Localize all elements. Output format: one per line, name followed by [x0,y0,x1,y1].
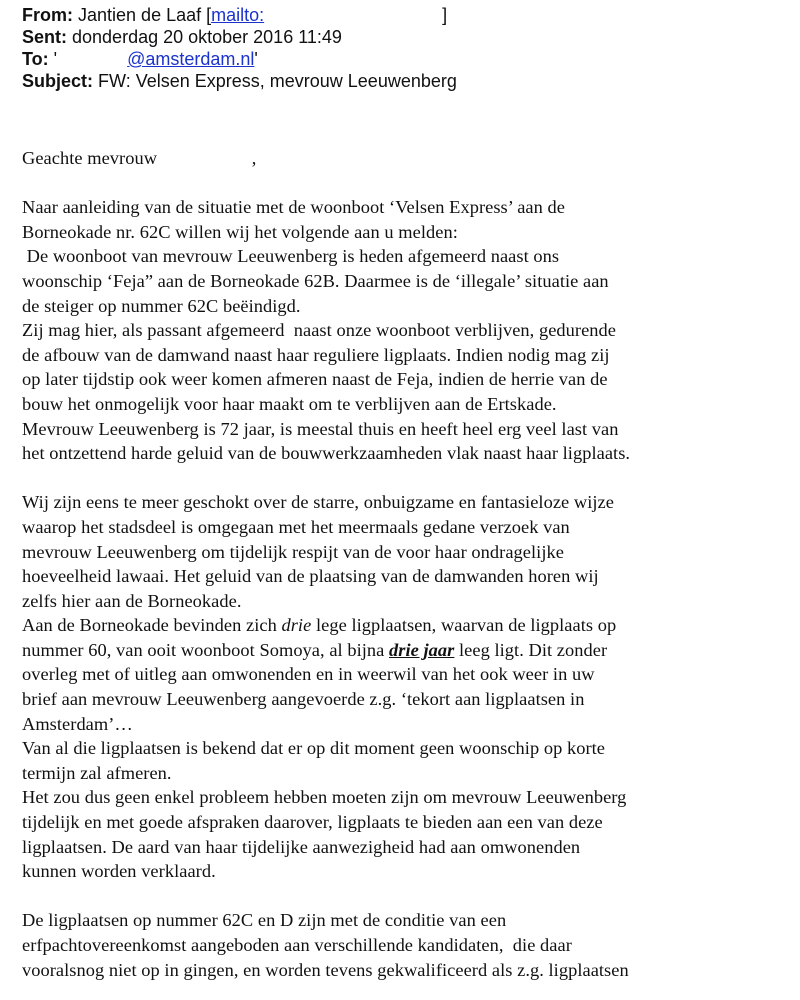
body-line-drie [22,613,792,638]
body-line: Naar aanleiding van de situatie met de woonboot ‘Velsen Express’ aan de [22,197,565,218]
paragraph-3 [22,908,792,982]
to-label: To: [22,49,49,69]
body-line: overleg met of uitleg aan omwonenden en in weerwil van het ook weer in uw [22,664,595,685]
subject-label: Subject: [22,71,94,91]
greeting-end: , [251,148,257,168]
body-line: De ligplaatsen op nummer 62C en D zijn met de conditie van een [22,910,507,931]
blank-line [22,884,792,909]
body-line: Borneokade nr. 62C willen wij het volgende aan u melden: [22,221,458,242]
body-line: termijn zal afmeren. [22,762,172,783]
body-line: Amsterdam’… [22,713,133,734]
body-line: De woonboot van mevrouw Leeuwenberg is heden afgemeerd naast ons [22,246,560,267]
to-email-link[interactable]: @amsterdam.nl [127,49,255,69]
from-mailto-link[interactable]: mailto: [211,5,265,25]
body-line-drie-jaar [22,638,792,663]
body-line: de steiger op nummer 62C beëindigd. [22,295,301,316]
body-line: Zij mag hier, als passant afgemeerd naast onze woonboot verblijven, gedurende [22,320,617,341]
body-line: zelfs hier aan de Borneokade. [22,590,242,611]
body-line: bouw het onmogelijk voor haar maakt om te verblijven aan de Ertskade. [22,393,557,414]
sent-label: Sent: [22,27,67,47]
to-line [22,48,782,70]
body-line: ligplaatsen. De aard van haar tijdelijke aanwezigheid had aan omwonenden [22,836,581,857]
body-line: het ontzettend harde geluid van de bouwwerkzaamheden vlak naast haar ligplaats. [22,443,631,464]
sent-line [22,26,782,48]
sent-value: donderdag 20 oktober 2016 11:49 [72,27,342,47]
emphasis-drie-jaar: drie jaar [389,639,455,660]
text-segment: leeg ligt. Dit zonder [454,639,608,660]
to-quote-open: ' [53,49,58,69]
body-line: Mevrouw Leeuwenberg is 72 jaar, is meestal thuis en heeft heel erg veel last van [22,418,619,439]
body-line: hoeveelheid lawaai. Het geluid van de plaatsing van de damwanden horen wij [22,566,599,587]
greeting [22,146,792,171]
body-line: mevrouw Leeuwenberg om tijdelijk respijt van de voor haar ondragelijke [22,541,564,562]
body-line: vooralsnog niet op in gingen, en worden tevens gekwalificeerd als z.g. ligplaatsen [22,959,629,980]
body-line: tijdelijk en met goede afspraken daarover, ligplaats te bieden aan een van deze [22,812,603,833]
blank-line [22,171,792,196]
blank-line [22,466,792,491]
body-line: kunnen worden verklaard. [22,861,216,882]
body-line: Wij zijn eens te meer geschokt over de starre, onbuigzame en fantasieloze wijze [22,492,614,513]
text-segment: Aan de Borneokade bevinden zich [22,615,282,636]
paragraph-1 [22,195,792,466]
from-name: Jantien de Laaf [ [78,5,212,25]
text-segment: nummer 60, van ooit woonboot Somoya, al bijna [22,639,390,660]
greeting-start: Geachte mevrouw [22,148,158,168]
email-header [22,4,782,92]
body-line: waarop het stadsdeel is omgegaan met het meermaals gedane verzoek van [22,516,570,537]
body-line: woonschip ‘Feja” aan de Borneokade 62B. Daarmee is de ‘illegale’ situatie aan [22,270,609,291]
emphasis-drie: drie [281,615,312,636]
from-close-bracket: ] [442,5,448,25]
body-line: Het zou dus geen enkel probleem hebben moeten zijn om mevrouw Leeuwenberg [22,787,627,808]
body-line: brief aan mevrouw Leeuwenberg aangevoerde z.g. ‘tekort aan ligplaatsen in [22,689,585,710]
body-line: op later tijdstip ook weer komen afmeren naast de Feja, indien de herrie van de [22,369,608,390]
text-segment: lege ligplaatsen, waarvan de ligplaats op [311,615,617,636]
body-line: erfpachtovereenkomst aangeboden aan verschillende kandidaten, die daar [22,935,572,955]
from-label: From: [22,5,73,25]
body-line: Van al die ligplaatsen is bekend dat er op dit moment geen woonschip op korte [22,738,606,759]
paragraph-2 [22,490,792,884]
subject-line [22,70,782,92]
to-quote-close: ' [254,49,258,69]
email-body [22,146,792,982]
body-line: de afbouw van de damwand naast haar reguliere ligplaats. Indien nodig mag zij [22,344,610,365]
subject-value: FW: Velsen Express, mevrouw Leeuwenberg [98,71,457,91]
from-line [22,4,782,26]
